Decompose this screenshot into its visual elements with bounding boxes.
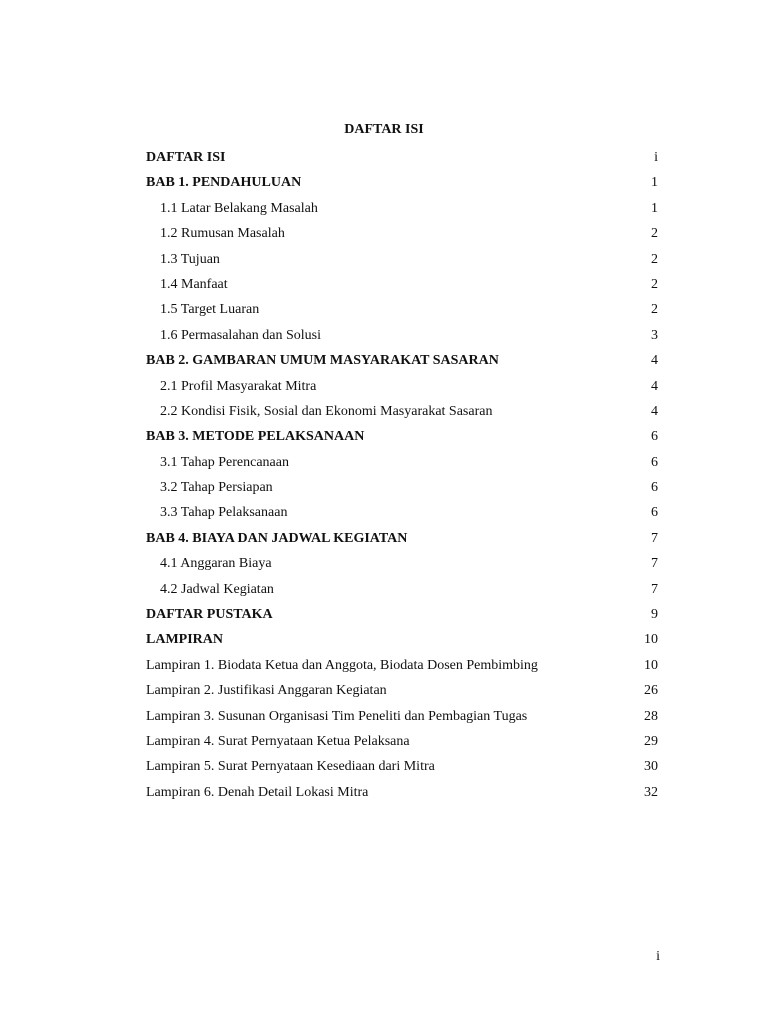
toc-entry (146, 251, 658, 276)
toc-entry-page: 4 (651, 378, 658, 394)
toc-entry-label: Lampiran 4. Surat Pernyataan Ketua Pelaksana (146, 733, 410, 749)
toc-entry-page: 6 (651, 429, 658, 445)
toc-entry-page: 26 (644, 683, 658, 699)
toc-entry (146, 428, 658, 453)
toc-entry-label: 1.3 Tujuan (160, 251, 220, 267)
toc-entry-label: 1.6 Permasalahan dan Solusi (160, 327, 321, 343)
toc-entry (146, 225, 658, 250)
toc-entry-label: Lampiran 1. Biodata Ketua dan Anggota, Biodata Dosen Pembimbing (146, 657, 538, 673)
toc-entry-label: 3.3 Tahap Pelaksanaan (160, 505, 288, 521)
toc-entry (146, 784, 658, 809)
toc-entry-page: 30 (644, 759, 658, 775)
toc-entry (146, 403, 658, 428)
toc-entry-label: 3.1 Tahap Perencanaan (160, 454, 289, 470)
toc-entry-label: 3.2 Tahap Persiapan (160, 480, 273, 496)
toc-entry (146, 454, 658, 479)
toc-entry-page: 29 (644, 733, 658, 749)
toc-entry (146, 378, 658, 403)
toc-entry (146, 708, 658, 733)
toc-entry-page: 1 (651, 200, 658, 216)
toc-entry (146, 682, 658, 707)
toc-entry-label: BAB 3. METODE PELAKSANAAN (146, 429, 365, 445)
toc-entry-page: 9 (651, 607, 658, 623)
toc-entry-page: 2 (651, 276, 658, 292)
toc-entry (146, 479, 658, 504)
toc-entry (146, 301, 658, 326)
toc-entry-page: 6 (651, 454, 658, 470)
toc-entry (146, 174, 658, 199)
toc-entry (146, 581, 658, 606)
toc-entry-page: 10 (644, 632, 658, 648)
toc-entry-label: 1.1 Latar Belakang Masalah (160, 200, 318, 216)
toc-entry-page: 7 (651, 556, 658, 572)
toc-entry-page: 4 (651, 403, 658, 419)
toc-entry (146, 327, 658, 352)
toc-entry-label: 4.1 Anggaran Biaya (160, 556, 272, 572)
toc-entry-label: 2.2 Kondisi Fisik, Sosial dan Ekonomi Masyarakat Sasaran (160, 403, 493, 419)
toc-entry-label: Lampiran 2. Justifikasi Anggaran Kegiatan (146, 683, 387, 699)
toc-entry (146, 504, 658, 529)
toc-entry-page: 7 (651, 530, 658, 546)
toc-entry-page: 4 (651, 353, 658, 369)
toc-entry (146, 200, 658, 225)
toc-entry-page: 7 (651, 581, 658, 597)
toc-entry-label: 1.5 Target Luaran (160, 302, 260, 318)
page-number: i (656, 949, 660, 964)
toc-entry-page: 2 (651, 302, 658, 318)
toc-entry-page: 28 (644, 708, 658, 724)
toc-entry-label: BAB 4. BIAYA DAN JADWAL KEGIATAN (146, 530, 408, 546)
toc-entry-label: 4.2 Jadwal Kegiatan (160, 581, 274, 597)
toc-entry (146, 276, 658, 301)
toc-entry (146, 733, 658, 758)
toc-entry-label: Lampiran 6. Denah Detail Lokasi Mitra (146, 784, 369, 800)
toc-entry-page: i (654, 150, 658, 165)
toc-entry-label: LAMPIRAN (146, 632, 223, 648)
toc-entry-page: 6 (651, 505, 658, 521)
toc-entry-page: 2 (651, 226, 658, 242)
toc-entry (146, 352, 658, 377)
toc-entry-page: 1 (651, 175, 658, 191)
toc-entry-label: 1.2 Rumusan Masalah (160, 226, 285, 242)
toc-entry (146, 149, 658, 174)
toc-entry (146, 606, 658, 631)
toc-entry-label: Lampiran 5. Surat Pernyataan Kesediaan dari Mitra (146, 759, 435, 775)
toc-entry (146, 657, 658, 682)
toc-entry (146, 555, 658, 580)
toc-entry-label: BAB 1. PENDAHULUAN (146, 175, 302, 191)
toc-entry-label: 1.4 Manfaat (160, 276, 228, 292)
toc-entry-label: Lampiran 3. Susunan Organisasi Tim Peneliti dan Pembagian Tugas (146, 708, 528, 724)
toc-entry-page: 10 (644, 657, 658, 673)
toc-entry-label: DAFTAR PUSTAKA (146, 607, 273, 623)
toc-entry (146, 530, 658, 555)
toc-entry-page: 6 (651, 480, 658, 496)
page-title: DAFTAR ISI (344, 122, 424, 137)
toc-entry-label: 2.1 Profil Masyarakat Mitra (160, 378, 317, 394)
toc-entry-page: 3 (651, 327, 658, 343)
toc-entry (146, 631, 658, 656)
toc-entry-label: BAB 2. GAMBARAN UMUM MASYARAKAT SASARAN (146, 353, 499, 369)
toc-entry-label: DAFTAR ISI (146, 150, 226, 165)
toc-entry-page: 32 (644, 784, 658, 800)
toc-entry-page: 2 (651, 251, 658, 267)
toc-entry (146, 758, 658, 783)
table-of-contents (146, 149, 658, 809)
